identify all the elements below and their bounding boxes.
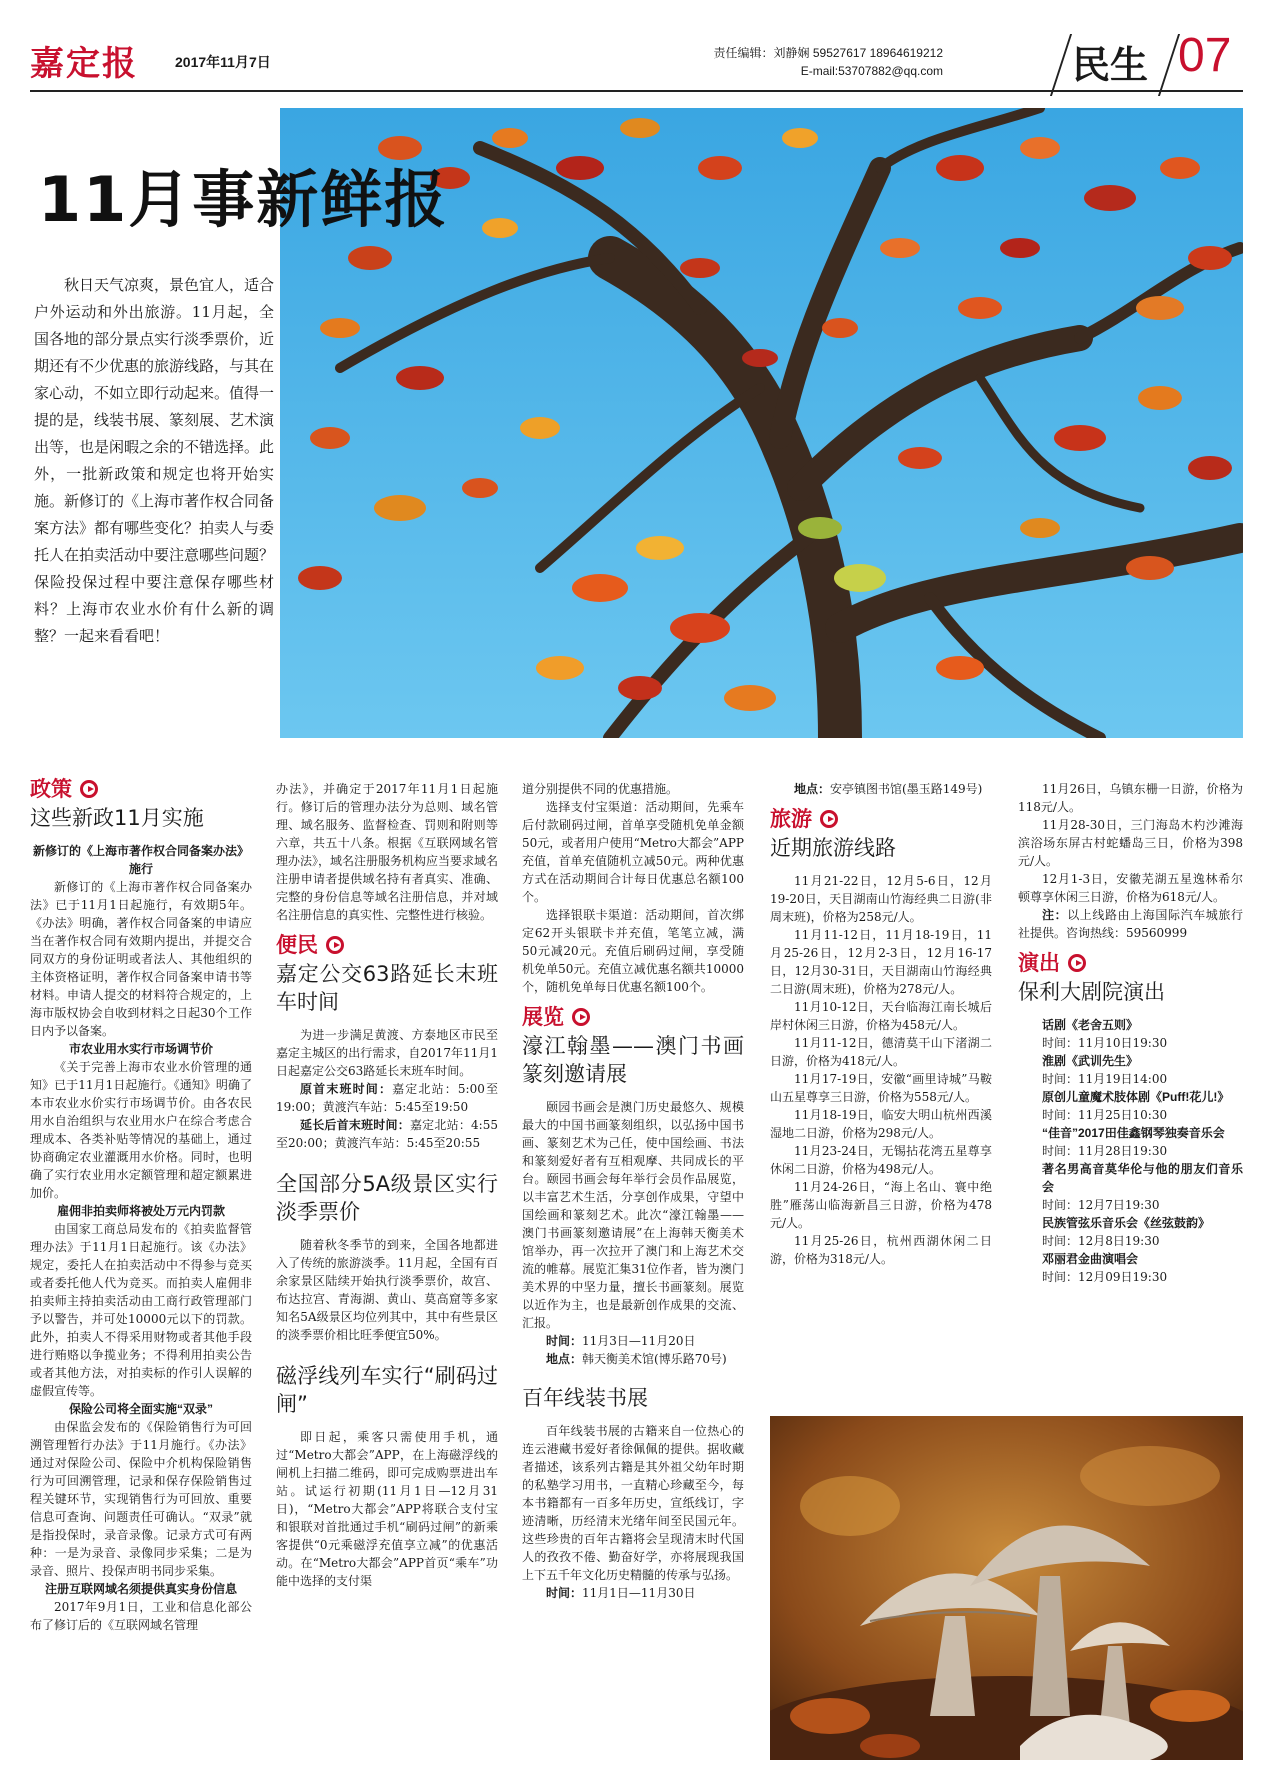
divider-slash	[1158, 34, 1180, 96]
paragraph: 选择支付宝渠道：活动期间，先乘车后付款刷码过闸，首单享受随机免单金额50元，或者用户使用“Metro大都会”APP充值，首单充值随机立减50元。两种优惠方式在活动期间合计每日优惠总名额100个。	[522, 800, 744, 904]
travel-route: 11月11-12日，11月18-19日，11月25-26日，12月2-3日，12月16-17日，12月30-31日，天目湖南山竹海经典二日游(周末班)，价格为278元/人。	[770, 928, 992, 996]
show-name: “佳音”2017田佳鑫钢琴独奏音乐会	[1042, 1126, 1225, 1140]
paragraph: 为进一步满足黄渡、方泰地区市民至嘉定主城区的出行需求，自2017年11月1日起嘉定公交63路延长末班车时间。	[276, 1028, 498, 1078]
arrow-circle-icon	[1068, 954, 1086, 972]
travel-route: 11月24-26日，“海上名山、寰中绝胜”雁荡山临海新昌三日游，价格为478元/人。	[770, 1180, 992, 1230]
show-name: 淮剧《武训先生》	[1042, 1054, 1139, 1068]
intro-paragraph: 秋日天气凉爽，景色宜人，适合户外运动和外出旅游。11月起，全国各地的部分景点实行淡季票价，近期还有不少优惠的旅游线路，与其在家心动，不如立即行动起来。值得一提的是，线装书展、篆刻展、艺术演出等，也是闲暇之余的不错选择。此外，一批新政策和规定也将开始实施。新修订的《上海市著作权合同备案方法》都有哪些变化？拍卖人与委托人在拍卖活动中要注意哪些问题？保险投保过程中要注意保存哪些材料？上海市农业水价有什么新的调整？一起来看看吧！	[34, 276, 275, 645]
subheading: 新修订的《上海市著作权合同备案办法》施行	[32, 844, 249, 876]
show-time: 时间：11月28日19:30	[1042, 1144, 1168, 1158]
arrow-circle-icon	[572, 1008, 590, 1026]
convenience-column	[276, 780, 498, 1590]
travel-route: 11月21-22日，12月5-6日，12月19-20日，天目湖南山竹海经典二日游(非周末班)，价格为258元/人。	[770, 874, 992, 924]
schedule-extended: 延长后首末班时间：嘉定北站：4:55至20:00；黄渡汽车站：5:45至20:55	[276, 1118, 498, 1150]
show-time: 时间：12月09日19:30	[1042, 1270, 1168, 1284]
performance-column	[1018, 780, 1243, 1286]
paragraph: 百年线装书展的古籍来自一位热心的连云港藏书爱好者徐佩佩的提供。据收藏者描述，该系列古籍是其外祖父幼年时期的私塾学习用书，一直精心珍藏至今，每本书籍都有一百多年历史，宣纸线订，字迹清晰，历经清末光绪年间至民国元年。这些珍贵的百年古籍将会呈现清末时代国人的孜孜不倦、勤奋好学，亦将展现我国上下五千年文化历史精髓的传承与弘扬。	[522, 1424, 744, 1582]
travel-route: 12月1-3日，安徽芜湖五星逸林希尔顿尊享休闲三日游，价格为618元/人。	[1018, 872, 1243, 904]
show-name: 原创儿童魔术肢体剧《Puff!花儿!》	[1042, 1090, 1230, 1104]
subheading: 保险公司将全面实施“双录”	[68, 1402, 213, 1416]
editor-line: 责任编辑：刘静娴 59527617 18964619212	[713, 46, 943, 60]
subheading: 市农业用水实行市场调节价	[68, 1042, 213, 1056]
show-time: 时间：12月8日19:30	[1042, 1234, 1160, 1248]
paragraph: 道分别提供不同的优惠措施。	[522, 782, 679, 796]
editor-info	[714, 44, 943, 80]
section-tag-performance: 演出	[1018, 954, 1243, 972]
exhibition-column	[522, 780, 744, 1602]
newspaper-logo: 嘉定报	[30, 44, 138, 84]
show-time: 时间：12月7日19:30	[1042, 1198, 1160, 1212]
event-time: 时间：11月3日—11月20日	[546, 1334, 696, 1348]
paragraph: 颐园书画会是澳门历史最悠久、规模最大的中国书画篆刻组织，以弘扬中国书画、篆刻艺术为己任，使中国绘画、书法和篆刻爱好者有互相观摩、共同成长的平台。颐园书画会每年举行会员作品展览，以丰富艺术生活，分享创作成果，守望中国绘画和篆刻艺术。此次“濠江翰墨——澳门书画篆刻邀请展”在上海韩天衡美术馆举办，再一次拉开了澳门和上海艺术交流的帷幕。展览汇集31位作者，皆为澳门美术界的中坚力量，擅长书画篆刻。展览以近作为主，也是最新创作成果的交流、汇报。	[522, 1100, 744, 1330]
article-title: 全国部分5A级景区实行淡季票价	[276, 1172, 498, 1224]
article-title: 濠江翰墨——澳门书画篆刻邀请展	[522, 1034, 744, 1086]
page-headline: 11月事新鲜报	[38, 163, 449, 236]
show-name: 民族管弦乐音乐会《丝弦鼓韵》	[1042, 1216, 1211, 1230]
travel-route: 11月10-12日，天台临海江南长城后岸村休闲三日游，价格为458元/人。	[770, 1000, 992, 1032]
paragraph: 办法》，并确定于2017年11月1日起施行。修订后的管理办法分为总则、域名管理、域名服务、监督检查、罚则和附则等六章，共五十八条。根据《互联网域名管理办法》，域名注册服务机构应当要求域名注册申请者提供域名持有者真实、准确、完整的身份信息等域名注册信息，并对域名注册信息的真实性、完整性进行核验。	[276, 782, 499, 922]
event-place: 地点：安亭镇图书馆(墨玉路149号)	[794, 782, 983, 796]
policy-column	[30, 777, 252, 1634]
travel-route: 11月23-24日，无锡拈花湾五星尊享休闲二日游，价格为498元/人。	[770, 1144, 992, 1176]
subheading: 雇佣非拍卖师将被处万元内罚款	[56, 1204, 225, 1218]
article-title: 磁浮线列车实行“刷码过闸”	[276, 1364, 498, 1416]
article-title: 这些新政11月实施	[30, 806, 204, 830]
section-tag-policy: 政策	[30, 780, 252, 798]
article-title: 嘉定公交63路延长末班车时间	[276, 962, 498, 1014]
travel-column	[770, 780, 992, 1268]
masthead	[30, 28, 1243, 98]
section-tag-convenience: 便民	[276, 936, 498, 954]
travel-route: 11月11-12日，德清莫干山下渚湖二日游，价格为418元/人。	[770, 1036, 992, 1068]
page-number: 07	[1178, 29, 1232, 82]
show-name: 话剧《老舍五则》	[1042, 1018, 1139, 1032]
event-time: 时间：11月1日—11月30日	[546, 1586, 696, 1600]
divider-slash	[1050, 34, 1072, 96]
travel-route: 11月18-19日，临安大明山杭州西溪湿地二日游，价格为298元/人。	[770, 1108, 992, 1140]
show-list	[1018, 1016, 1243, 1286]
paragraph: 选择银联卡渠道：活动期间，首次绑定62开头银联卡并充值，笔笔立减，满50元减20元。充值后刷码过闸，享受随机免单50元。充值立减优惠名额共10000个，随机免单每日优惠名额100个。	[522, 908, 744, 994]
paragraph: 由保监会发布的《保险销售行为可回溯管理暂行办法》于11月施行。《办法》通过对保险公司、保险中介机构保险销售行为可回溯管理，记录和保存保险销售过程关键环节，实现销售行为可回放、重要信息可查询、问题责任可确认。“双录”就是指投保时，录音录像。记录方式可有两种：一是为录音、录像同步采集；二是为录音、照片、投保声明书同步采集。	[30, 1420, 252, 1578]
paragraph: 即日起，乘客只需使用手机，通过“Metro大都会”APP，在上海磁浮线的闸机上扫描二维码，即可完成购票进出车站。试运行初期(11月1日—12月31日)，“Metro大都会”APP将联合支付宝和银联对首批通过手机“刷码过闸”的新乘客提供“0元乘磁浮充值享立减”的优惠活动。在“Metro大都会”APP首页“乘车”功能中选择的支付渠	[276, 1430, 498, 1588]
article-title: 近期旅游线路	[770, 836, 896, 860]
travel-route: 11月28-30日，三门海岛木杓沙滩海滨浴场东屏古村蛇蟠岛三日，价格为398元/人。	[1018, 818, 1243, 868]
paragraph: 由国家工商总局发布的《拍卖监督管理办法》于11月1日起施行。该《办法》规定，委托人在拍卖活动中不得参与竞买或者委托他人代为竞买。而拍卖人雇佣非拍卖师主持拍卖活动由工商行政管理部门予以警告，并可处10000元以下的罚款。此外，拍卖人不得采用财物或者其他手段进行贿赂以争揽业务；不得利用拍卖公告或者其他方法，对拍卖标的作引人误解的虚假宣传等。	[30, 1222, 252, 1398]
show-name: 邓丽君金曲演唱会	[1042, 1252, 1139, 1266]
subheading: 注册互联网域名须提供真实身份信息	[44, 1582, 237, 1596]
paragraph: 新修订的《上海市著作权合同备案办法》已于11月1日起施行，有效期5年。《办法》明确，著作权合同备案的申请应当在著作权合同有效期内提出，并提交合同双方的身份证明或者法人、其他组织的主体资格证明，著作权合同备案申请书等材料。申请人提交的材料符合规定的，上海市版权协会自收到材料之日起30个工作日内予以备案。	[30, 880, 252, 1038]
mushroom-photo	[770, 1416, 1243, 1760]
arrow-circle-icon	[820, 810, 838, 828]
paragraph: 随着秋冬季节的到来，全国各地都进入了传统的旅游淡季。11月起，全国有百余家景区陆续开始执行淡季票价，故宫、布达拉宫、青海湖、黄山、莫高窟等多家知名5A级景区均位列其中，其中有些景区的淡季票价相比旺季便宜50%。	[276, 1238, 498, 1342]
show-name: 著名男高音莫华伦与他的朋友们音乐会	[1042, 1162, 1243, 1194]
article-title: 百年线装书展	[522, 1386, 648, 1410]
arrow-circle-icon	[80, 780, 98, 798]
event-place: 地点：韩天衡美术馆(博乐路70号)	[546, 1352, 727, 1366]
schedule-original: 原首末班时间：嘉定北站：5:00至19:00；黄渡汽车站：5:45至19:50	[276, 1082, 498, 1114]
travel-route: 11月25-26日，杭州西湖休闲二日游，价格为318元/人。	[770, 1234, 992, 1266]
section-tag-travel: 旅游	[770, 810, 992, 828]
issue-date: 2017年11月7日	[175, 54, 271, 70]
travel-route: 11月26日，乌镇东栅一日游，价格为118元/人。	[1018, 782, 1243, 814]
article-title: 保利大剧院演出	[1018, 980, 1165, 1004]
show-time: 时间：11月10日19:30	[1042, 1036, 1168, 1050]
show-time: 时间：11月25日10:30	[1042, 1108, 1168, 1122]
section-tag-exhibition: 展览	[522, 1008, 744, 1026]
masthead-rule	[30, 90, 1243, 92]
section-name: 民生	[1072, 43, 1149, 87]
arrow-circle-icon	[326, 936, 344, 954]
paragraph: 2017年9月1日，工业和信息化部公布了修订后的《互联网域名管理	[30, 1600, 252, 1632]
travel-note: 注：以上线路由上海国际汽车城旅行社提供。咨询热线：59560999	[1018, 908, 1243, 940]
email-line: E-mail:53707882@qq.com	[800, 64, 943, 78]
travel-route: 11月17-19日，安徽“画里诗城”马鞍山五星尊享三日游，价格为558元/人。	[770, 1072, 992, 1104]
paragraph: 《关于完善上海市农业水价管理的通知》已于11月1日起施行。《通知》明确了本市农业水价实行市场调节价。由各农民用水自治组织与农业用水户在综合考虑合理成本、各类补贴等情况的基础上，通过协商确定农业灌溉用水价格。同时，也明确了实行农业用水定额管理和超定额累进加价。	[30, 1060, 252, 1200]
show-time: 时间：11月19日14:00	[1042, 1072, 1168, 1086]
